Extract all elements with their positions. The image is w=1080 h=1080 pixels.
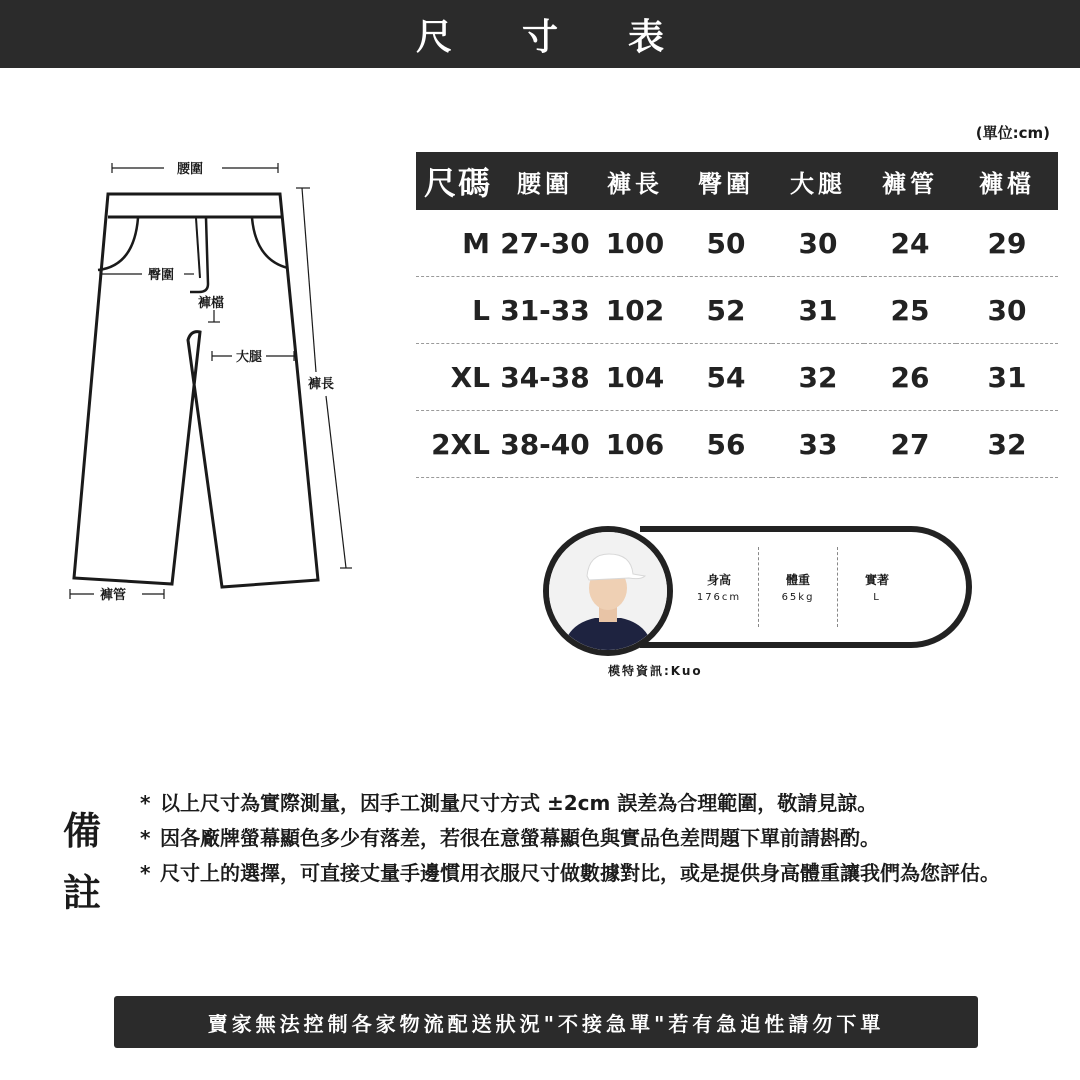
model-info-card [640,526,972,648]
header-hem: 褲管 [864,152,956,210]
hip-cell: 50 [680,210,772,277]
size-cell: 2XL [416,411,500,478]
hem-cell: 25 [864,277,956,344]
header-thigh: 大腿 [772,152,864,210]
thigh-cell: 32 [772,344,864,411]
weight-label: 體重 [785,573,810,587]
table-row [416,344,1058,411]
length-cell: 106 [590,411,680,478]
length-cell: 102 [590,277,680,344]
table-row [416,411,1058,478]
length-cell: 104 [590,344,680,411]
hem-cell: 26 [864,344,956,411]
size-cell: M [416,210,500,277]
header-hip: 臀圍 [680,152,772,210]
notes-title: 備註 [62,809,101,915]
rise-cell: 31 [956,344,1058,411]
thigh-cell: 33 [772,411,864,478]
waist-cell: 31-33 [500,277,590,344]
model-wearing [838,547,916,627]
shipping-notice-banner: 賣家無法控制各家物流配送狀況"不接急單"若有急迫性請勿下單 [114,996,978,1048]
weight-value: 65kg [781,592,815,603]
table-header-row [416,152,1058,210]
waist-label: 腰圍 [177,162,204,177]
hip-cell: 54 [680,344,772,411]
hem-cell: 27 [864,411,956,478]
table-row [416,277,1058,344]
size-cell: L [416,277,500,344]
length-cell: 100 [590,210,680,277]
length-label: 褲長 [308,377,335,392]
notes-list [140,786,1040,891]
thigh-label: 大腿 [236,350,263,365]
page-title: 尺寸表 [0,0,1080,68]
model-avatar [543,526,673,656]
waist-cell: 38-40 [500,411,590,478]
size-table [416,152,1058,478]
thigh-cell: 30 [772,210,864,277]
rise-cell: 30 [956,277,1058,344]
hem-label: 褲管 [100,588,127,603]
rise-cell: 29 [956,210,1058,277]
thigh-cell: 31 [772,277,864,344]
rise-label: 褲檔 [198,296,225,311]
model-caption: 模特資訊:Kuo [608,664,703,678]
unit-label: (單位:cm) [975,124,1050,142]
pants-outline [74,194,318,587]
size-cell: XL [416,344,500,411]
hip-label: 臀圍 [148,268,175,283]
note-item: * 因各廠牌螢幕顯色多少有落差，若很在意螢幕顯色與實品色差問題下單前請斟酌。 [140,821,1040,856]
table-row [416,210,1058,277]
header-size: 尺碼 [416,152,500,210]
waist-cell: 34-38 [500,344,590,411]
hip-cell: 52 [680,277,772,344]
header-length: 褲長 [590,152,680,210]
note-item: * 以上尺寸為實際測量，因手工測量尺寸方式 ±2cm 誤差為合理範圍，敬請見諒。 [140,786,1040,821]
wearing-value: L [873,592,881,603]
wearing-label: 實著 [864,573,889,587]
hip-cell: 56 [680,411,772,478]
header-waist: 腰圍 [500,152,590,210]
height-label: 身高 [706,573,731,587]
height-value: 176cm [696,592,742,603]
rise-cell: 32 [956,411,1058,478]
hem-cell: 24 [864,210,956,277]
header-rise: 褲檔 [956,152,1058,210]
pants-diagram [60,160,360,620]
model-weight [759,547,838,627]
model-photo [549,532,667,650]
model-height [680,547,759,627]
waist-cell: 27-30 [500,210,590,277]
note-item: * 尺寸上的選擇，可直接丈量手邊慣用衣服尺寸做數據對比，或是提供身高體重讓我們為您評估。 [140,856,1040,891]
